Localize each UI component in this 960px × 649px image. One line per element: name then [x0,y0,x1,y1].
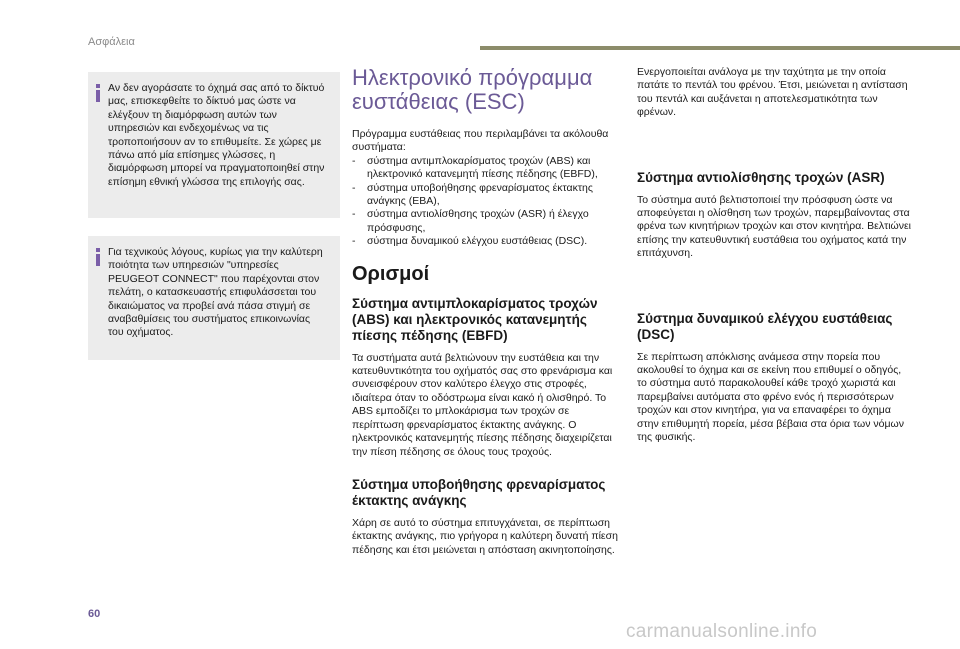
right-column [637,66,913,445]
list-item: - σύστημα αντιολίσθησης τροχών (ASR) ή έλεγχο πρόσφυσης, [352,208,624,235]
page-title: Ηλεκτρονικό πρόγραμμα ευστάθειας (ESC) [352,65,593,114]
asr-text: Το σύστημα αυτό βελτιστοποιεί την πρόσφυση ώστε να αποφεύγεται η ολίσθηση των τροχών, παρεμβαίνοντας στα φρένα των κινητήριων τροχών και στον κινητήρα. Βελτιώνει επίσης την κατευθυντική ευστάθεια του οχήματος κατά την επιτάχυνση. [637,193,912,260]
list-item: - σύστημα υποβοήθησης φρεναρίσματος έκτακτης ανάγκης (EBA), [352,182,624,209]
asr-heading: Σύστημα αντιολίσθησης τροχών (ASR) [637,169,885,185]
definitions-heading: Ορισμοί [352,262,430,285]
info-box-network [88,72,340,218]
info-icon [96,84,100,102]
info-text: Για τεχνικούς λόγους, κυρίως για την καλύτερη ποιότητα των υπηρεσιών "υπηρεσίες PEUGEOT CONNECT" που παρέχονται στον πελάτη, ο κατασκευαστής επιφυλάσσεται του δικαιώματος να προβεί ανά πάσα στιγμή σε αναβαθμίσεις του συστήματος επικοινωνίας του οχήματος. [108,246,323,339]
info-text: Αν δεν αγοράσατε το όχημά σας από το δίκτυό μας, επισκεφθείτε το δίκτυό μας ώστε να ελέγξουν τη διαμόρφωση αυτών των υπηρεσιών και ενδεχομένως να τις τροποποιήσουν αν το επιθυμείτε. Σε χώρες με πάνω από μία επίσημες γλώσσες, η διαμόρφωση μπορεί να πραγματοποιηθεί στην επίσημη εθνική γλώσσα της επιλογής σας. [108,82,325,188]
abs-text: Τα συστήματα αυτά βελτιώνουν την ευστάθεια και την κατευθυντικότητα του οχήματός σας στο φρενάρισμα και συνεισφέρουν στον καλύτερο έλεγχο στις στροφές, ιδιαίτερα όταν το οδόστρωμα είναι κακό ή ολισθηρό. Το ABS εμποδίζει το μπλοκάρισμα των τροχών σε περίπτωση φρεναρίσματος έκτακτης ανάγκης. Ο ηλεκτρονικός κατανεμητής πίεσης πέδησης διαχειρίζεται την πίεση πέδησης σε όλους τους τροχούς. [352,351,613,458]
page-number: 60 [88,608,101,620]
info-box-technical [88,236,340,360]
eba-heading: Σύστημα υποβοήθησης φρεναρίσματος έκτακτης ανάγκης [352,476,606,508]
dsc-text: Σε περίπτωση απόκλισης ανάμεσα στην πορεία που ακολουθεί το όχημα και σε εκείνη που επιθυμεί ο οδηγός, το σύστημα αυτό παρακολουθεί κάθε τροχό χωριστά και παρεμβαίνει αυτόματα στο φρένο ενός ή περισσότερων τροχών και στον κινητήρα, για να επαναφέρει το όχημα στην επιθυμητή πορεία, μέσα βέβαια στα όρια των νόμων της φυσικής. [637,350,904,444]
header-title: Ασφάλεια [88,36,135,48]
intro-text: Πρόγραμμα ευστάθειας που περιλαμβάνει τα ακόλουθα συστήματα: [352,128,609,154]
list-item: - σύστημα δυναμικού ελέγχου ευστάθειας (DSC). [352,235,624,248]
info-icon [96,248,100,266]
watermark: carmanualsonline.info [626,621,818,642]
eba-text: Χάρη σε αυτό το σύστημα επιτυγχάνεται, σε περίπτωση έκτακτης ανάγκης, πιο γρήγορα η καλύτερη δυνατή πίεση πέδησης και έτσι μειώνεται η απόσταση ακινητοποίησης. [352,516,618,556]
eba-continued-text: Ενεργοποιείται ανάλογα με την ταχύτητα με την οποία πατάτε το πεντάλ του φρένου. Έτσι, μειώνεται η αντίσταση του πεντάλ και αυξάνεται η αποτελεσματικότητα των φρένων. [637,66,908,119]
main-column [352,66,624,557]
list-item: - σύστημα αντιμπλοκαρίσματος τροχών (ABS) και ηλεκτρονικό κατανεμητή πίεσης πέδησης (EBFD), [352,155,624,182]
header-bar [480,46,960,50]
systems-list [352,155,624,249]
abs-heading: Σύστημα αντιμπλοκαρίσματος τροχών (ABS) και ηλεκτρονικός κατανεμητής πίεσης πέδησης (EBFD) [352,295,598,343]
dsc-heading: Σύστημα δυναμικού ελέγχου ευστάθειας (DSC) [637,310,893,342]
